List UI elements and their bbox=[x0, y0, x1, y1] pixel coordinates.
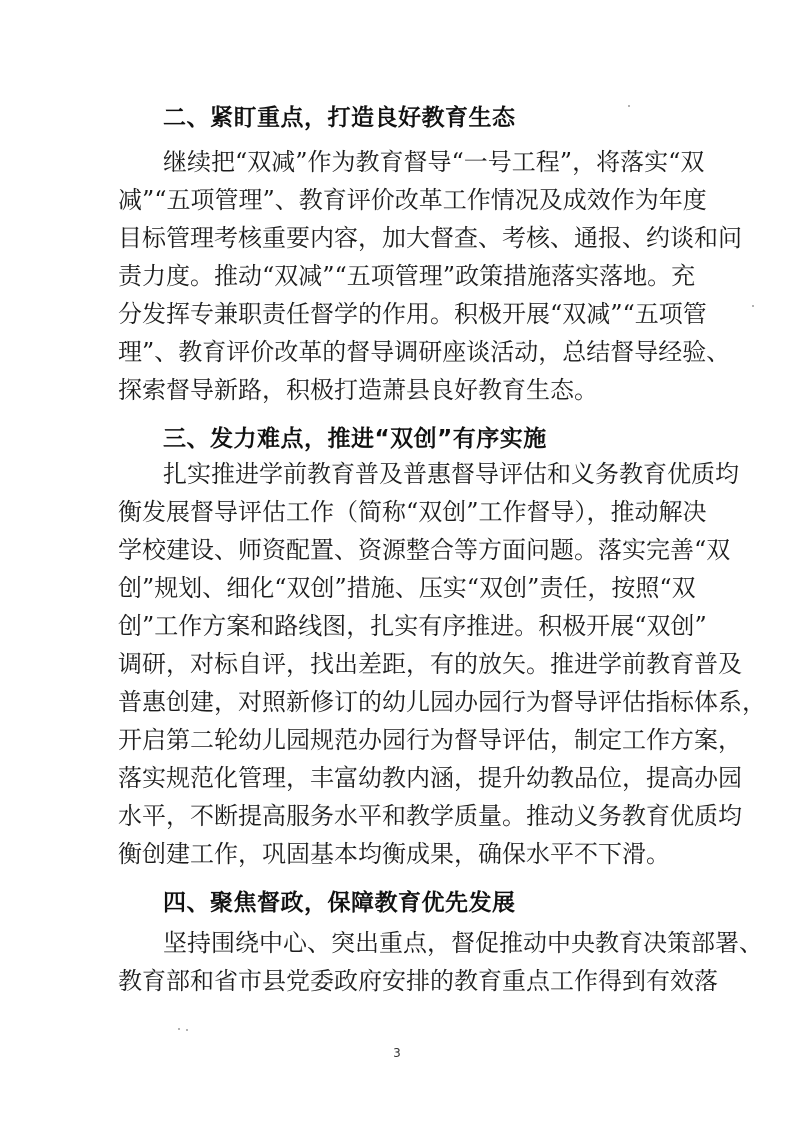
section-heading-2: 二、紧盯重点，打造良好教育生态 bbox=[163, 105, 516, 131]
section-heading-3: 三、发力难点，推进“双创”有序实施 bbox=[163, 426, 547, 452]
section-heading-4: 四、聚焦督政，保障教育优先发展 bbox=[163, 890, 516, 916]
paragraph-line: 减”“五项管理”、教育评价改革工作情况及成效作为年度 bbox=[118, 186, 707, 214]
scan-speck bbox=[752, 305, 754, 307]
paragraph-line: 创”工作方案和路线图，扎实有序推进。积极开展“双创” bbox=[118, 612, 707, 640]
paragraph-line: 普惠创建，对照新修订的幼儿园办园行为督导评估指标体系， bbox=[118, 688, 766, 716]
paragraph-line: 学校建设、师资配置、资源整合等方面问题。落实完善“双 bbox=[118, 536, 731, 564]
paragraph-line: 衡创建工作，巩固基本均衡成果，确保水平不下滑。 bbox=[118, 840, 670, 868]
scan-speck bbox=[628, 105, 630, 107]
paragraph-line: 开启第二轮幼儿园规范办园行为督导评估，制定工作方案， bbox=[118, 726, 742, 754]
page-number: 3 bbox=[393, 1046, 401, 1060]
paragraph-line: 调研，对标自评，找出差距，有的放矢。推进学前教育普及 bbox=[118, 650, 742, 678]
paragraph-line: 衡发展督导评估工作（简称“双创”工作督导），推动解决 bbox=[118, 498, 707, 526]
paragraph-line: 水平，不断提高服务水平和教学质量。推动义务教育优质均 bbox=[118, 802, 742, 830]
paragraph-line: 落实规范化管理，丰富幼教内涵，提升幼教品位，提高办园 bbox=[118, 764, 742, 792]
paragraph-line: 责力度。推动“双减”“五项管理”政策措施落实落地。充 bbox=[118, 262, 696, 290]
paragraph-line: 探索督导新路，积极打造萧县良好教育生态。 bbox=[118, 376, 598, 404]
paragraph-line: 继续把“双减”作为教育督导“一号工程”，将落实“双 bbox=[163, 148, 705, 176]
scan-speck bbox=[178, 1028, 180, 1030]
paragraph-line: 理”、教育评价改革的督导调研座谈活动，总结督导经验、 bbox=[118, 338, 731, 366]
paragraph-line: 创”规划、细化“双创”措施、压实“双创”责任，按照“双 bbox=[118, 574, 696, 602]
paragraph-line: 扎实推进学前教育普及普惠督导评估和义务教育优质均 bbox=[163, 460, 739, 488]
paragraph-line: 教育部和省市县党委政府安排的教育重点工作得到有效落 bbox=[118, 967, 718, 995]
paragraph-line: 分发挥专兼职责任督学的作用。积极开展“双减”“五项管 bbox=[118, 300, 707, 328]
paragraph-line: 目标管理考核重要内容，加大督查、考核、通报、约谈和问 bbox=[118, 224, 742, 252]
paragraph-line: 坚持围绕中心、突出重点，督促推动中央教育决策部署、 bbox=[163, 929, 763, 957]
scan-speck bbox=[186, 1029, 188, 1031]
